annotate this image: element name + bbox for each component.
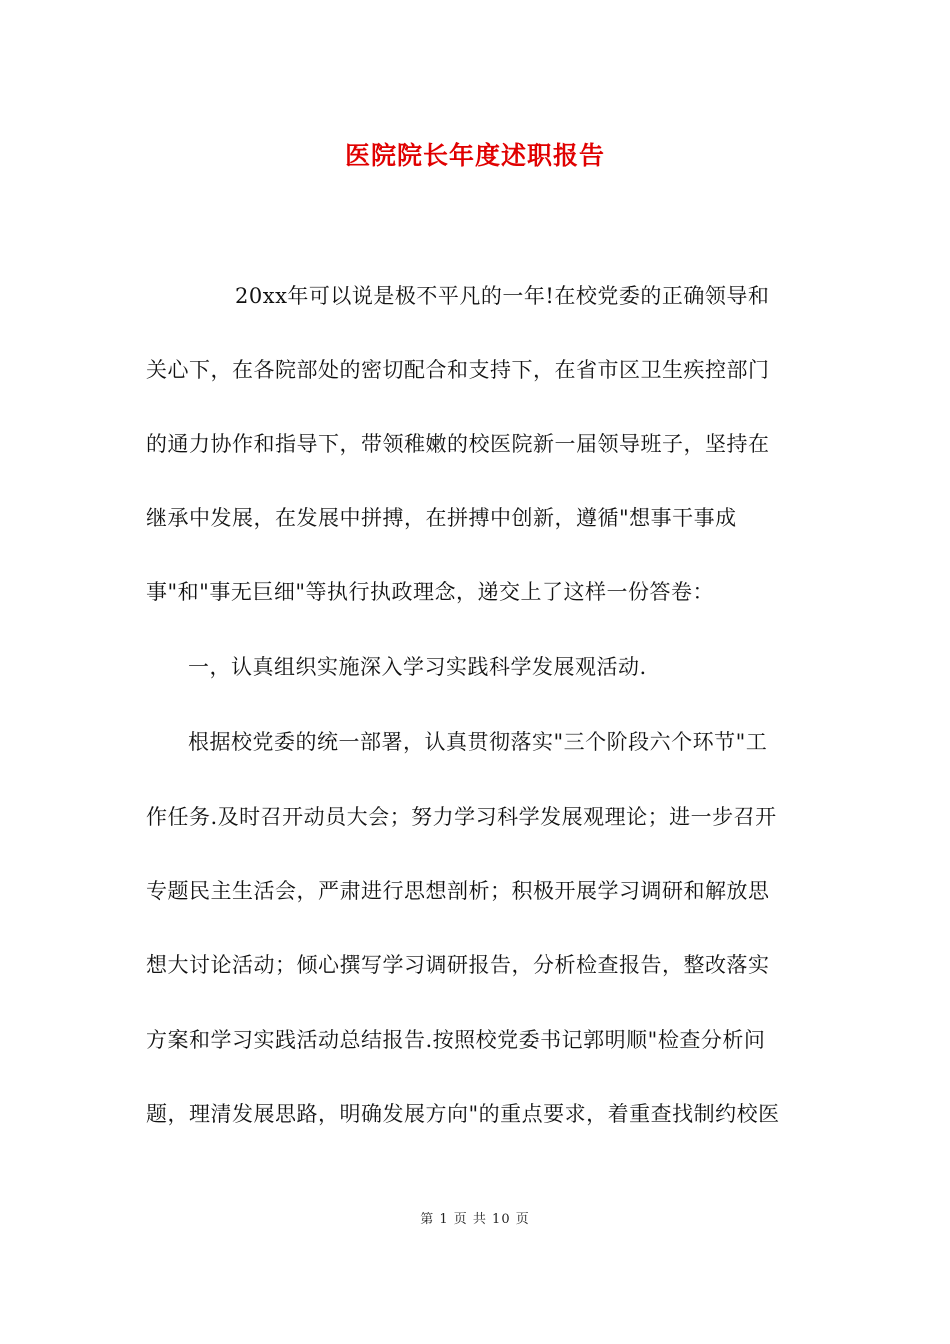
page-number-footer: 第 1 页 共 10 页 [420,1212,530,1227]
body-line: 根据校党委的统一部署，认真贯彻落实"三个阶段六个环节"工 [188,730,768,754]
body-line: 专题民主生活会，严肃进行思想剖析；积极开展学习调研和解放思 [146,879,770,903]
body-line: 想大讨论活动；倾心撰写学习调研报告，分析检查报告，整改落实 [146,953,770,977]
body-line: 作任务.及时召开动员大会；努力学习科学发展观理论；进一步召开 [146,805,777,829]
body-line: 关心下，在各院部处的密切配合和支持下，在省市区卫生疾控部门 [146,358,770,382]
body-line: 继承中发展，在发展中拼搏，在拼搏中创新，遵循"想事干事成 [146,506,737,530]
body-line: 的通力协作和指导下，带领稚嫩的校医院新一届领导班子，坚持在 [146,432,770,456]
body-line: 方案和学习实践活动总结报告.按照校党委书记郭明顺"检查分析问 [146,1028,766,1052]
body-line: 事"和"事无巨细"等执行执政理念，递交上了这样一份答卷： [146,580,714,604]
body-line: 20xx年可以说是极不平凡的一年!在校党委的正确领导和 [235,284,770,308]
document-title: 医院院长年度述职报告 [344,141,605,170]
body-line: 题，理清发展思路，明确发展方向"的重点要求，着重查找制约校医 [146,1102,780,1126]
section-heading: 一，认真组织实施深入学习实践科学发展观活动. [188,655,647,679]
